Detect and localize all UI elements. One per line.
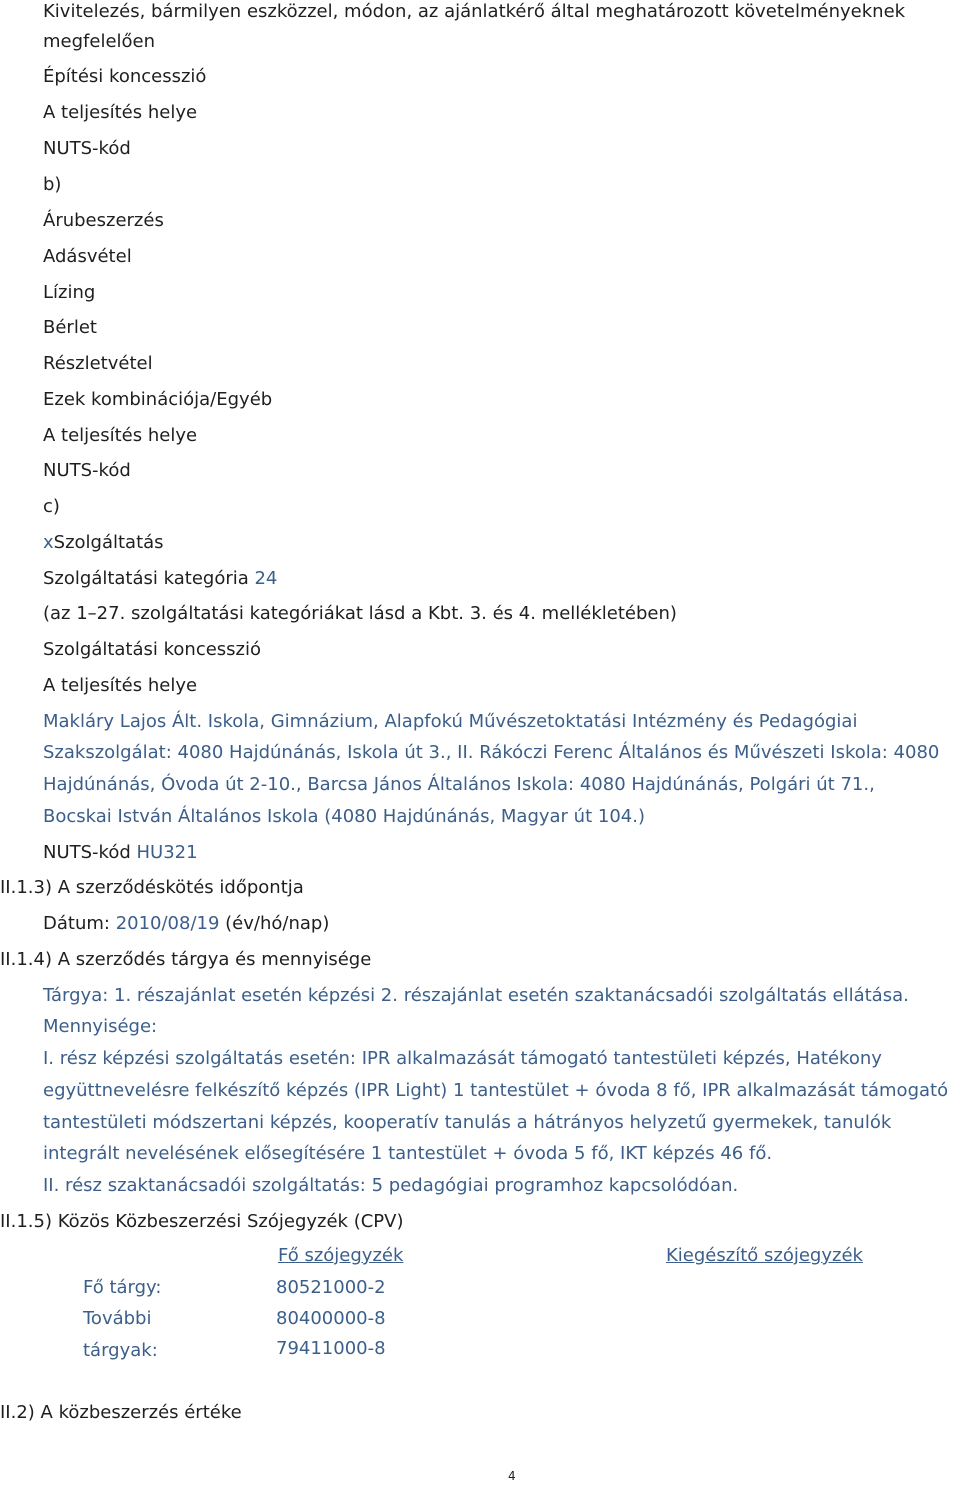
text-line: b) (43, 174, 62, 195)
text-line: c) (43, 496, 60, 517)
subject-line: tantestületi módszertani képzés, kooperatív tanulás a hátrányos helyzetű gyermekek, tanulók (43, 1112, 892, 1133)
section-heading: II.1.4) A szerződés tárgya és mennyisége (0, 949, 372, 970)
check-mark: x (43, 532, 54, 553)
text-line: Adásvétel (43, 246, 132, 267)
cpv-other-label: További (83, 1308, 152, 1329)
text-line: Kivitelezés, bármilyen eszközzel, módon, az ajánlatkérő által meghatározott követelményeknek (43, 1, 906, 22)
cpv-other-code: 79411000-8 (276, 1338, 386, 1359)
place-line: Bocskai István Általános Iskola (4080 Hajdúnánás, Magyar út 104.) (43, 806, 645, 827)
service-category-label: Szolgáltatási kategória (43, 568, 255, 589)
subject-line: II. rész szaktanácsadói szolgáltatás: 5 pedagógiai programhoz kapcsolódóan. (43, 1175, 739, 1196)
service-category-value: 24 (254, 568, 278, 589)
cpv-main-code: 80521000-2 (276, 1277, 386, 1298)
place-line: Makláry Lajos Ált. Iskola, Gimnázium, Alapfokú Művészetoktatási Intézmény és Pedagógiai (43, 711, 858, 732)
date-line (43, 912, 329, 936)
nuts-line (43, 841, 198, 865)
cpv-other-label: tárgyak: (83, 1340, 158, 1361)
cpv-main-label: Fő tárgy: (83, 1277, 162, 1298)
place-line: Szakszolgálat: 4080 Hajdúnánás, Iskola út 3., II. Rákóczi Ferenc Általános és Művészeti Iskola: 4080 (43, 742, 940, 763)
text-line: NUTS-kód (43, 460, 131, 481)
text-line: Ezek kombinációja/Egyéb (43, 389, 273, 410)
text-line: Bérlet (43, 317, 97, 338)
place-label: A teljesítés helye (43, 675, 198, 696)
text-line: Részletvétel (43, 353, 153, 374)
date-format: (év/hó/nap) (219, 913, 330, 934)
text-line: Építési koncesszió (43, 66, 207, 87)
text-line: NUTS-kód (43, 138, 131, 159)
subject-line: Tárgya: 1. részajánlat esetén képzési 2. részajánlat esetén szaktanácsadói szolgáltatás ellátása. (43, 985, 909, 1006)
cpv-other-code: 80400000-8 (276, 1308, 386, 1329)
date-label: Dátum: (43, 913, 116, 934)
subject-line: Mennyisége: (43, 1016, 158, 1037)
service-concession: Szolgáltatási koncesszió (43, 639, 262, 660)
subject-line: együttnevelésre felkészítő képzés (IPR Light) 1 tantestület + óvoda 8 fő, IPR alkalmazását támogató (43, 1080, 949, 1101)
page-number: 4 (508, 1469, 516, 1483)
place-line: Hajdúnánás, Óvoda út 2-10., Barcsa János Általános Iskola: 4080 Hajdúnánás, Polgári út 71., (43, 774, 875, 795)
service-category-note: (az 1–27. szolgáltatási kategóriákat lásd a Kbt. 3. és 4. mellékletében) (43, 603, 677, 624)
text-line: megfelelően (43, 31, 156, 52)
text-line: Lízing (43, 282, 96, 303)
text-line: A teljesítés helye (43, 425, 198, 446)
section-heading: II.1.5) Közös Közbeszerzési Szójegyzék (CPV) (0, 1211, 404, 1232)
cpv-main-header: Fő szójegyzék (278, 1245, 404, 1266)
date-value: 2010/08/19 (115, 913, 220, 934)
text-line: Árubeszerzés (43, 210, 164, 231)
section-heading: II.1.3) A szerződéskötés időpontja (0, 877, 304, 898)
subject-line: I. rész képzési szolgáltatás esetén: IPR alkalmazását támogató tantestületi képzés, Hatékony (43, 1048, 882, 1069)
service-category-line (43, 567, 277, 591)
service-line (43, 531, 164, 555)
nuts-label: NUTS-kód (43, 842, 137, 863)
section-heading: II.2) A közbeszerzés értéke (0, 1402, 242, 1423)
text-line: A teljesítés helye (43, 102, 198, 123)
nuts-value: HU321 (136, 842, 198, 863)
service-label: Szolgáltatás (53, 532, 164, 553)
subject-line: integrált nevelésének elősegítésére 1 tantestület + óvoda 5 fő, IKT képzés 46 fő. (43, 1143, 773, 1164)
cpv-extra-header: Kiegészítő szójegyzék (666, 1245, 863, 1266)
